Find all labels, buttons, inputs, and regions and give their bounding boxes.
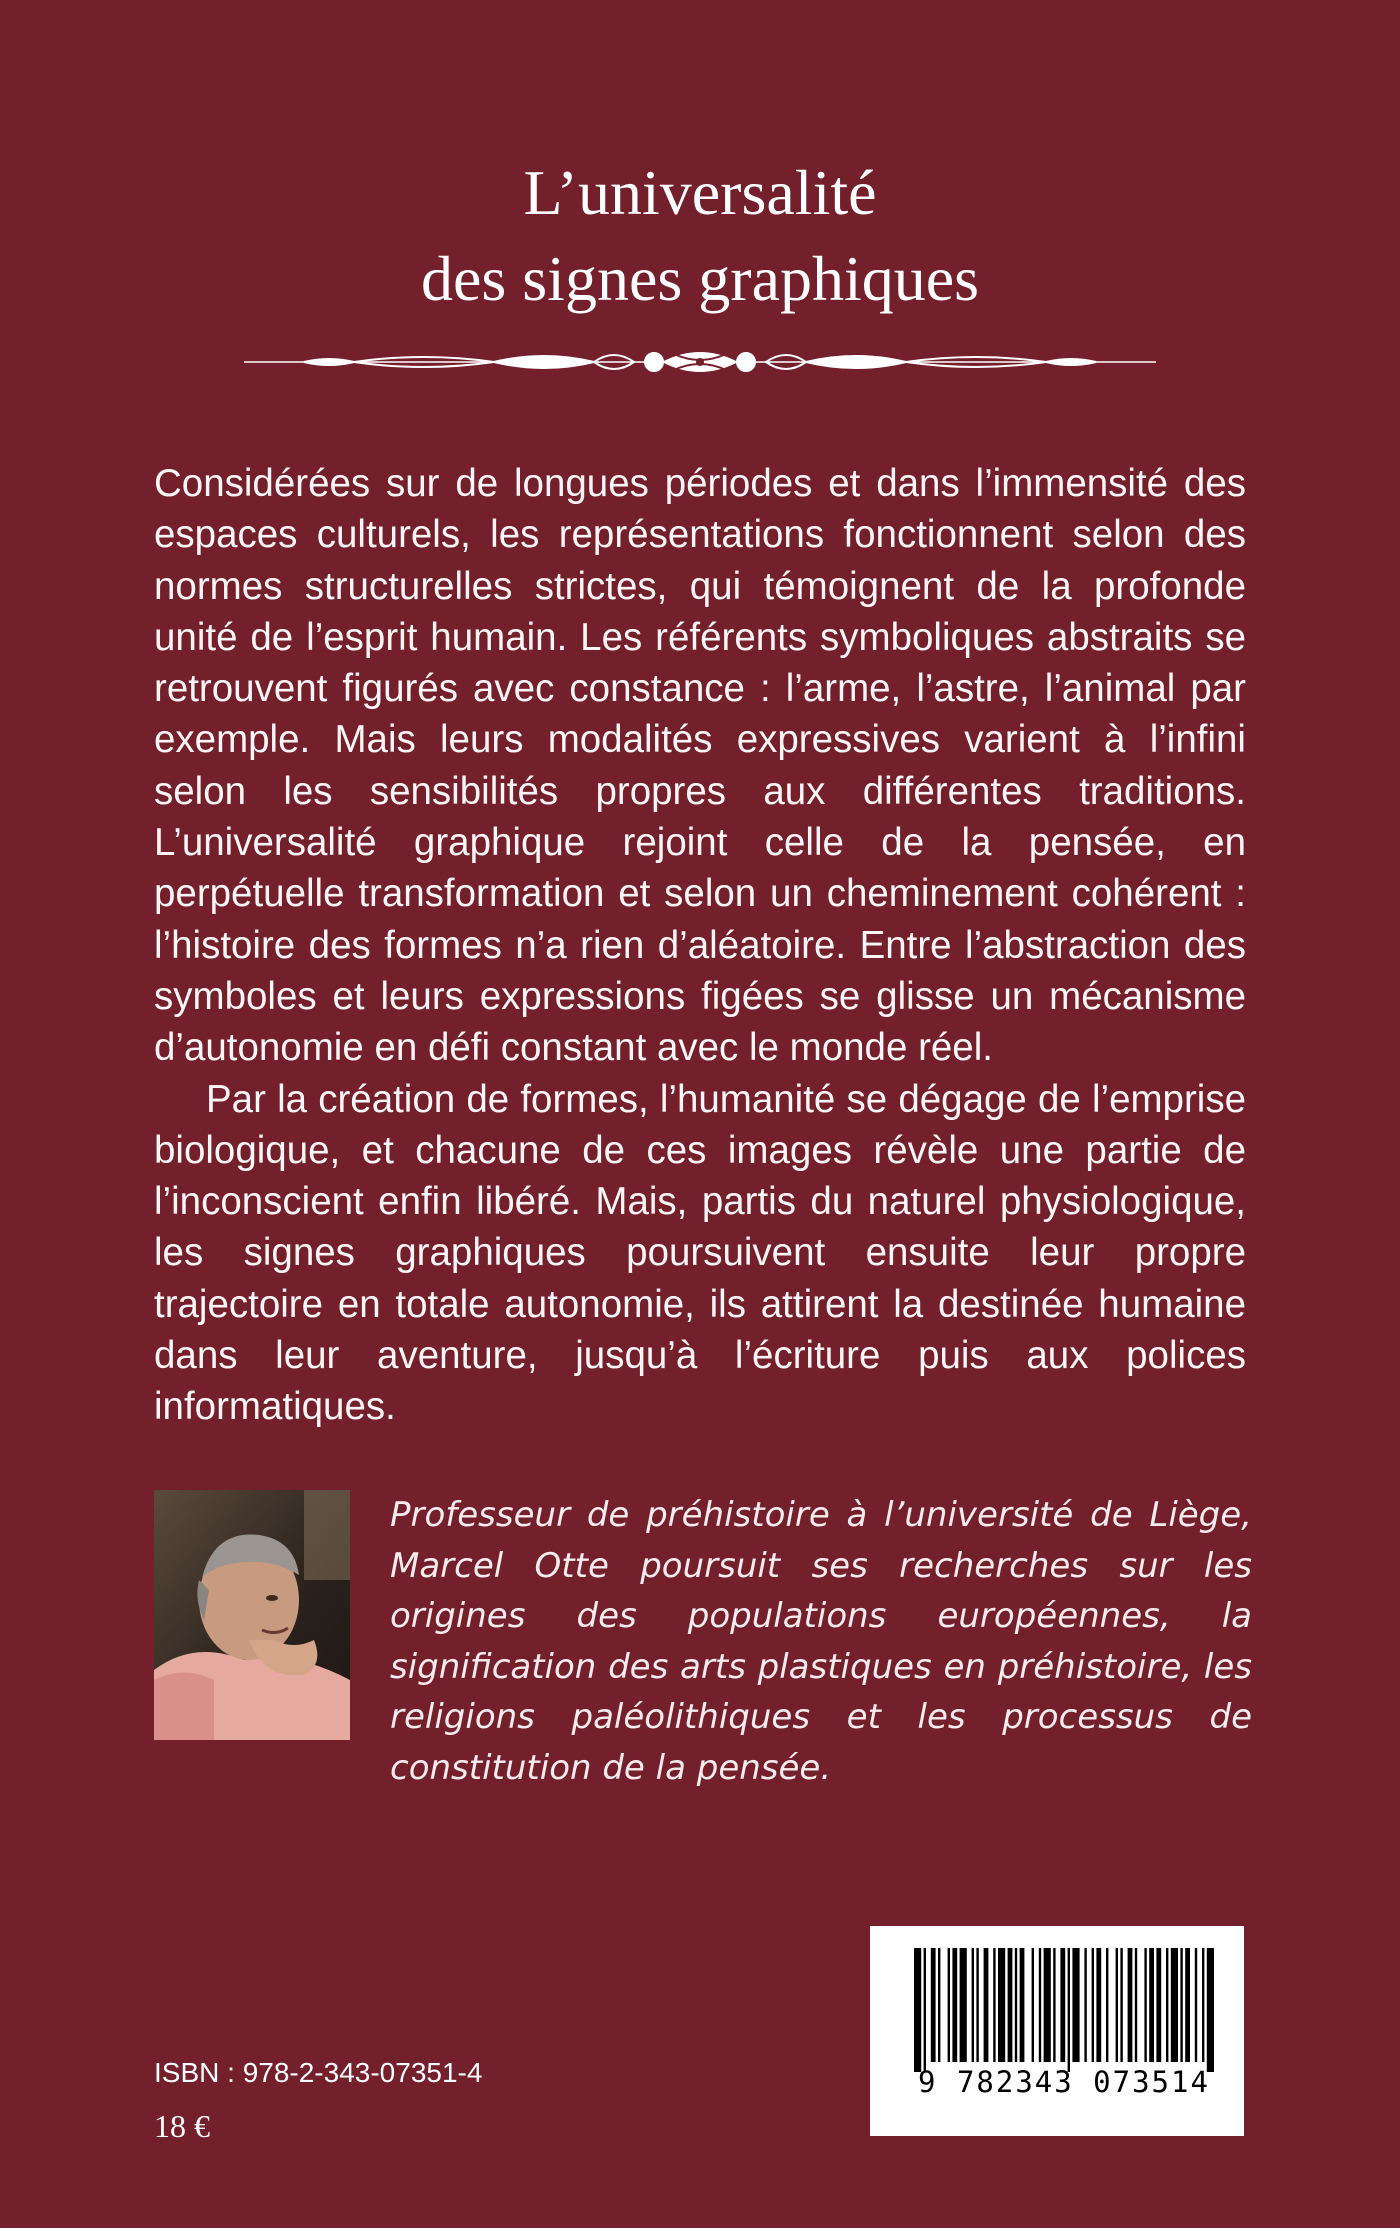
barcode-bar — [1128, 1948, 1133, 2062]
barcode-bar — [1032, 1948, 1034, 2062]
barcode-bar — [1008, 1948, 1013, 2062]
back-cover-summary — [154, 458, 1246, 1433]
barcode-bar — [972, 1948, 974, 2062]
barcode-bar — [998, 1948, 1005, 2062]
author-bio: Professeur de préhistoire à l’université de Liège, Marcel Otte poursuit ses recherches sur les origines des populations européennes, la signification des arts plastiques en préhistoire, les religions paléolithiques et les processus de constitution de la pensée. — [390, 1495, 1252, 1788]
barcode-bar — [1106, 1948, 1108, 2062]
isbn-barcode — [870, 1926, 1244, 2136]
barcode-bar — [1015, 1948, 1017, 2062]
book-title — [0, 150, 1400, 322]
barcode-bar — [1092, 1948, 1094, 2062]
barcode-bar — [1180, 1948, 1182, 2062]
barcode-bar — [1149, 1948, 1154, 2062]
barcode-bar — [1166, 1948, 1168, 2062]
book-title-line-1: L’universalité — [523, 157, 877, 228]
barcode-bar — [1020, 1948, 1025, 2062]
barcode-bar — [976, 1948, 978, 2062]
barcode-bar — [1053, 1948, 1055, 2062]
barcode-bar — [1171, 1948, 1178, 2062]
barcode-bar — [952, 1948, 957, 2062]
barcode-bar — [993, 1948, 995, 2062]
barcode-bar — [1068, 1948, 1070, 2072]
barcode-bar — [1195, 1948, 1197, 2062]
barcode-bar — [948, 1948, 950, 2062]
summary-paragraph-2: Par la création de formes, l’humanité se dégage de l’emprise biologique, et chacune de ces images révèle une partie de l’inconscient enfin libéré. Mais, partis du naturel physiologique, les signes graphiques poursuivent ensuite leur propre trajectoire en totale autonomie, ils attirent la destinée humaine dans leur aventure, jusqu’à l’écriture puis aux polices informatiques. — [154, 1077, 1246, 1429]
barcode-bar — [1144, 1948, 1146, 2062]
isbn-number: ISBN : 978-2-343-07351-4 — [154, 2057, 483, 2088]
price: 18 € — [154, 2108, 210, 2144]
barcode-bar — [924, 1948, 926, 2072]
barcode-digits: 9 782343 073514 — [918, 2065, 1210, 2099]
barcode-bar — [960, 1948, 967, 2062]
barcode-bar — [914, 1948, 921, 2072]
author-photo — [154, 1490, 350, 1740]
barcode-bar — [1207, 1948, 1214, 2072]
barcode-bar — [1120, 1948, 1122, 2062]
barcode-bar — [1096, 1948, 1101, 2062]
barcode-bar — [1135, 1948, 1137, 2062]
barcode-bar — [1084, 1948, 1086, 2062]
barcode-bar — [938, 1948, 940, 2062]
barcode-bar — [1060, 1948, 1065, 2062]
barcode-bar — [1044, 1948, 1051, 2062]
barcode-bar — [984, 1948, 989, 2062]
barcode-bar — [1202, 1948, 1204, 2062]
summary-paragraph-1: Considérées sur de longues périodes et dans l’immensité des espaces culturels, les représentations fonctionnent selon des normes structurelles strictes, qui témoignent de la profonde unité de l’esprit humain. Les référents symboliques abstraits se retrouvent figurés avec constance : l’arme, l’astre, l’animal par exemple. Mais leurs modalités expressives varient à l’infini selon les sensibilités propres aux différentes traditions. L’universalité graphique rejoint celle de la pensée, en perpétuelle transformation et selon un cheminement cohérent : l’histoire des formes n’a rien d’aléatoire. Entre l’abstraction des symboles et leurs expressions figées se glisse un mécanisme d’autonomie en défi constant avec le monde réel. — [154, 462, 1246, 1070]
barcode-bar — [1039, 1948, 1041, 2062]
barcode-bar — [1156, 1948, 1161, 2062]
decorative-divider-icon — [244, 340, 1156, 384]
barcode-icon — [870, 1926, 1244, 2136]
book-title-line-2: des signes graphiques — [420, 243, 980, 314]
barcode-bar — [1185, 1948, 1190, 2062]
barcode-bar — [1072, 1948, 1079, 2062]
barcode-bar — [1116, 1948, 1118, 2062]
barcode-bar — [931, 1948, 936, 2062]
